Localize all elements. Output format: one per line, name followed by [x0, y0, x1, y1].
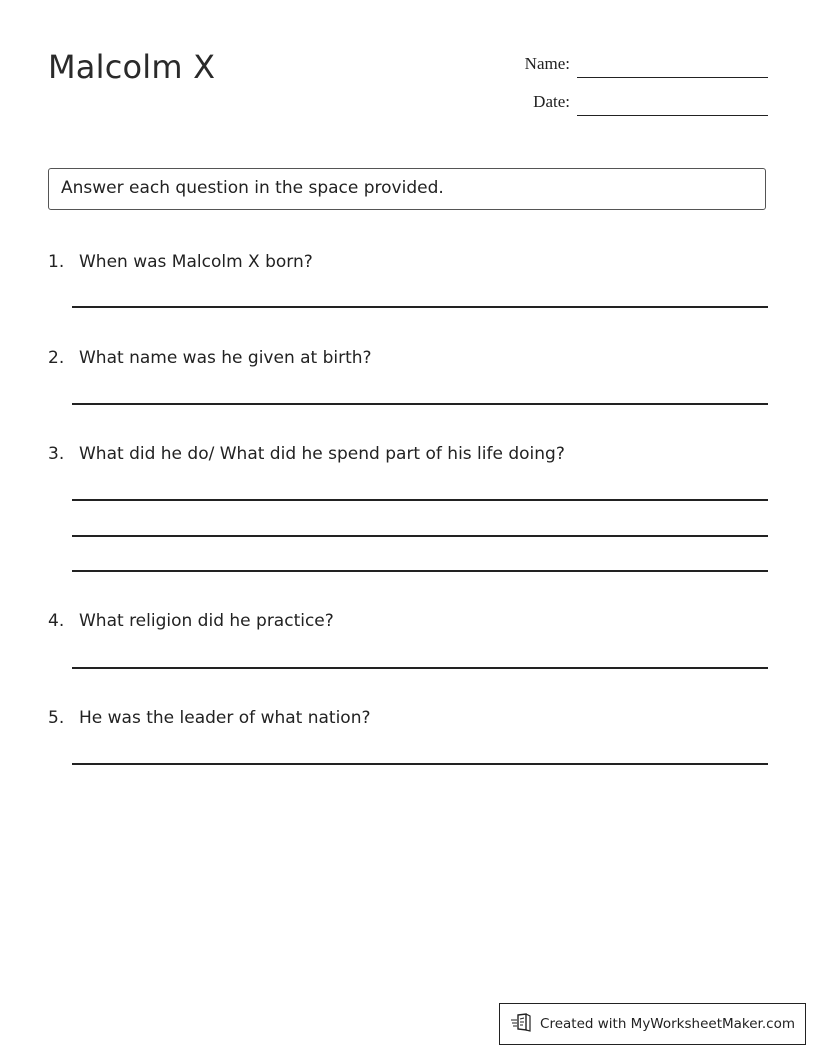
question-text: What religion did he practice? [79, 611, 334, 631]
answer-line-3a[interactable] [72, 499, 768, 501]
question-number: 2. [48, 348, 65, 368]
footer-credit[interactable] [499, 1003, 806, 1045]
footer-text: Created with MyWorksheetMaker.com [540, 1016, 795, 1032]
question-number: 3. [48, 444, 65, 464]
question-2 [48, 348, 372, 368]
answer-line-5[interactable] [72, 763, 768, 765]
answer-line-1[interactable] [72, 306, 768, 308]
question-text: He was the leader of what nation? [79, 708, 371, 728]
question-4 [48, 611, 334, 631]
question-number: 4. [48, 611, 65, 631]
date-line[interactable] [577, 115, 768, 116]
question-number: 1. [48, 252, 65, 272]
answer-line-3c[interactable] [72, 570, 768, 572]
question-text: When was Malcolm X born? [79, 252, 313, 272]
date-label: Date: [533, 92, 570, 111]
question-text: What did he do/ What did he spend part of his life doing? [79, 444, 565, 464]
worksheet-title: Malcolm X [48, 48, 216, 86]
name-field[interactable] [500, 54, 768, 78]
date-field[interactable] [500, 92, 768, 116]
instructions-box: Answer each question in the space provided. [48, 168, 766, 210]
answer-line-2[interactable] [72, 403, 768, 405]
name-line[interactable] [577, 77, 768, 78]
answer-line-3b[interactable] [72, 535, 768, 537]
question-3 [48, 444, 565, 464]
question-text: What name was he given at birth? [79, 348, 372, 368]
worksheet-maker-logo-icon [510, 1012, 540, 1036]
question-5 [48, 708, 371, 728]
question-1 [48, 252, 313, 272]
question-number: 5. [48, 708, 65, 728]
answer-line-4[interactable] [72, 667, 768, 669]
name-label: Name: [524, 54, 570, 73]
